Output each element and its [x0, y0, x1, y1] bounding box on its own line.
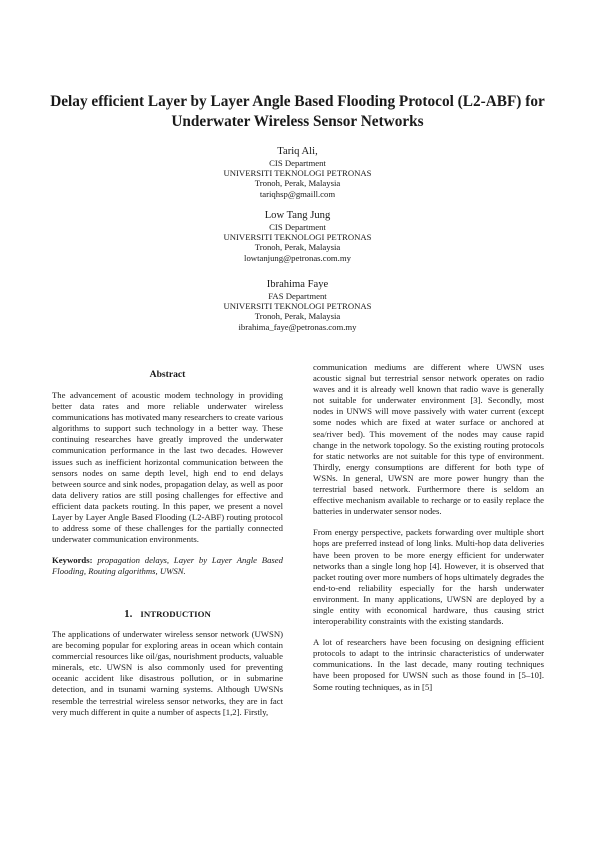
author-block-1: [150, 145, 445, 199]
author-university: UNIVERSITI TEKNOLOGI PETRONAS: [223, 232, 372, 243]
author-university: UNIVERSITI TEKNOLOGI PETRONAS: [223, 301, 372, 312]
author-department: CIS Department: [269, 222, 326, 232]
intro-column: [52, 629, 283, 718]
keywords-label: Keywords:: [52, 555, 93, 566]
paragraph: A lot of researchers have been focusing on designing efficient protocols to adapt to the intrinsic characteristics of underwater communications. In the last decade, many routing techniques have been proposed for UWSN such as those found in [5–10]. Some routing techniques, as in [5]: [313, 637, 544, 692]
author-department: CIS Department: [269, 158, 326, 168]
author-city: Tronoh, Perak, Malaysia: [254, 178, 341, 189]
abstract-heading: Abstract: [149, 369, 186, 380]
paragraph: From energy perspective, packets forwarding over multiple short hops are preferred instead of long links. Multi-hop data deliveries have been proven to be more energy efficient for underwater networks than a single long hop [4]. However, it is observed that packet routing over more numbers of hops ultimately degrades the end-to-end reliability especially for the harsh underwater environment. In many applications, UWSN are deployed by a single entity with economical hardware, thus causing strict interoperability constraints with the existing standards.: [313, 527, 544, 627]
author-block-3: [150, 278, 445, 332]
paragraph: communication mediums are different where UWSN uses acoustic signal but terrestrial sensor network operates on radio waves and it is already well known that radio wave is generally not suitable for underwater environment [3]. Secondly, most nodes in UNWS will move passively with water current (except some nodes which are fixed at water surface or anchored at sea/river bed). This movement of the nodes may cause rapid change in the network topology. So the existing routing protocols for static networks are not suitable for this type of environment. Thirdly, energy consumptions are different for both type of WSNs. In general, UWSN are more power hungry than the terrestrial based network. Furthermore there is seldom an effective mechanism available to recharge or to easily replace the batteries in underwater sensor nodes.: [313, 362, 544, 517]
keywords-text: propagation delays, Layer by Layer Angle Based Flooding, Routing algorithms, UWSN.: [52, 555, 284, 577]
abstract-text: The advancement of acoustic modem technology in providing better data rates and more reliable underwater wireless communications has motivated many researchers to create various algorithms to support such technology in a better way. These continuing researches have greatly improved the underwater communication performance in the last two decades. However issues such as inefficient horizontal communication between the sensors nodes on same depth level, high end to end delays between source and sink nodes, propagation delay, as well as poor data delivery ratios are still posing challenges for effective and efficient data packets routing. In this paper, we present a novel Layer by Layer Angle Based Flooding (L2-ABF) routing protocol to address some of these challenges for the partially connected underwater communication environments.: [52, 390, 283, 545]
author-email: ibrahima_faye@petronas.com.my: [238, 321, 357, 332]
section-title: INTRODUCTION: [140, 609, 211, 619]
author-name: Ibrahima Faye: [266, 279, 329, 290]
right-column: [313, 362, 544, 693]
keywords: [52, 555, 283, 577]
author-city: Tronoh, Perak, Malaysia: [254, 311, 341, 322]
author-name: Tariq Ali,: [277, 146, 318, 157]
section-number: 1.: [124, 608, 133, 620]
left-column: [52, 390, 283, 578]
section-heading: [52, 608, 283, 620]
author-name: Low Tang Jung: [264, 210, 331, 221]
author-department: FAS Department: [268, 291, 327, 301]
author-email: lowtanjung@petronas.com.my: [244, 252, 351, 263]
paper-title: Delay efficient Layer by Layer Angle Based Flooding Protocol (L2-ABF) for Underwater Wireless Sensor Networks: [50, 93, 545, 130]
author-block-2: [150, 209, 445, 263]
intro-paragraph: The applications of underwater wireless sensor network (UWSN) are becoming popular for exploring areas in ocean which contain commercial resources like oil/gas, nourishment products, valuable minerals, etc. UWSN is also commonly used for preventing oceanic accident like disastrous pollution, or in submarine detection, and in tsunami warning systems. Although UWSNs resemble the terrestrial wireless sensor networks, they are in fact very much different in quite a number of aspects [1,2]. Firstly,: [52, 629, 283, 717]
author-city: Tronoh, Perak, Malaysia: [254, 242, 341, 253]
author-email: tariqhsp@gmaill.com: [259, 188, 336, 199]
author-university: UNIVERSITI TEKNOLOGI PETRONAS: [223, 168, 372, 179]
